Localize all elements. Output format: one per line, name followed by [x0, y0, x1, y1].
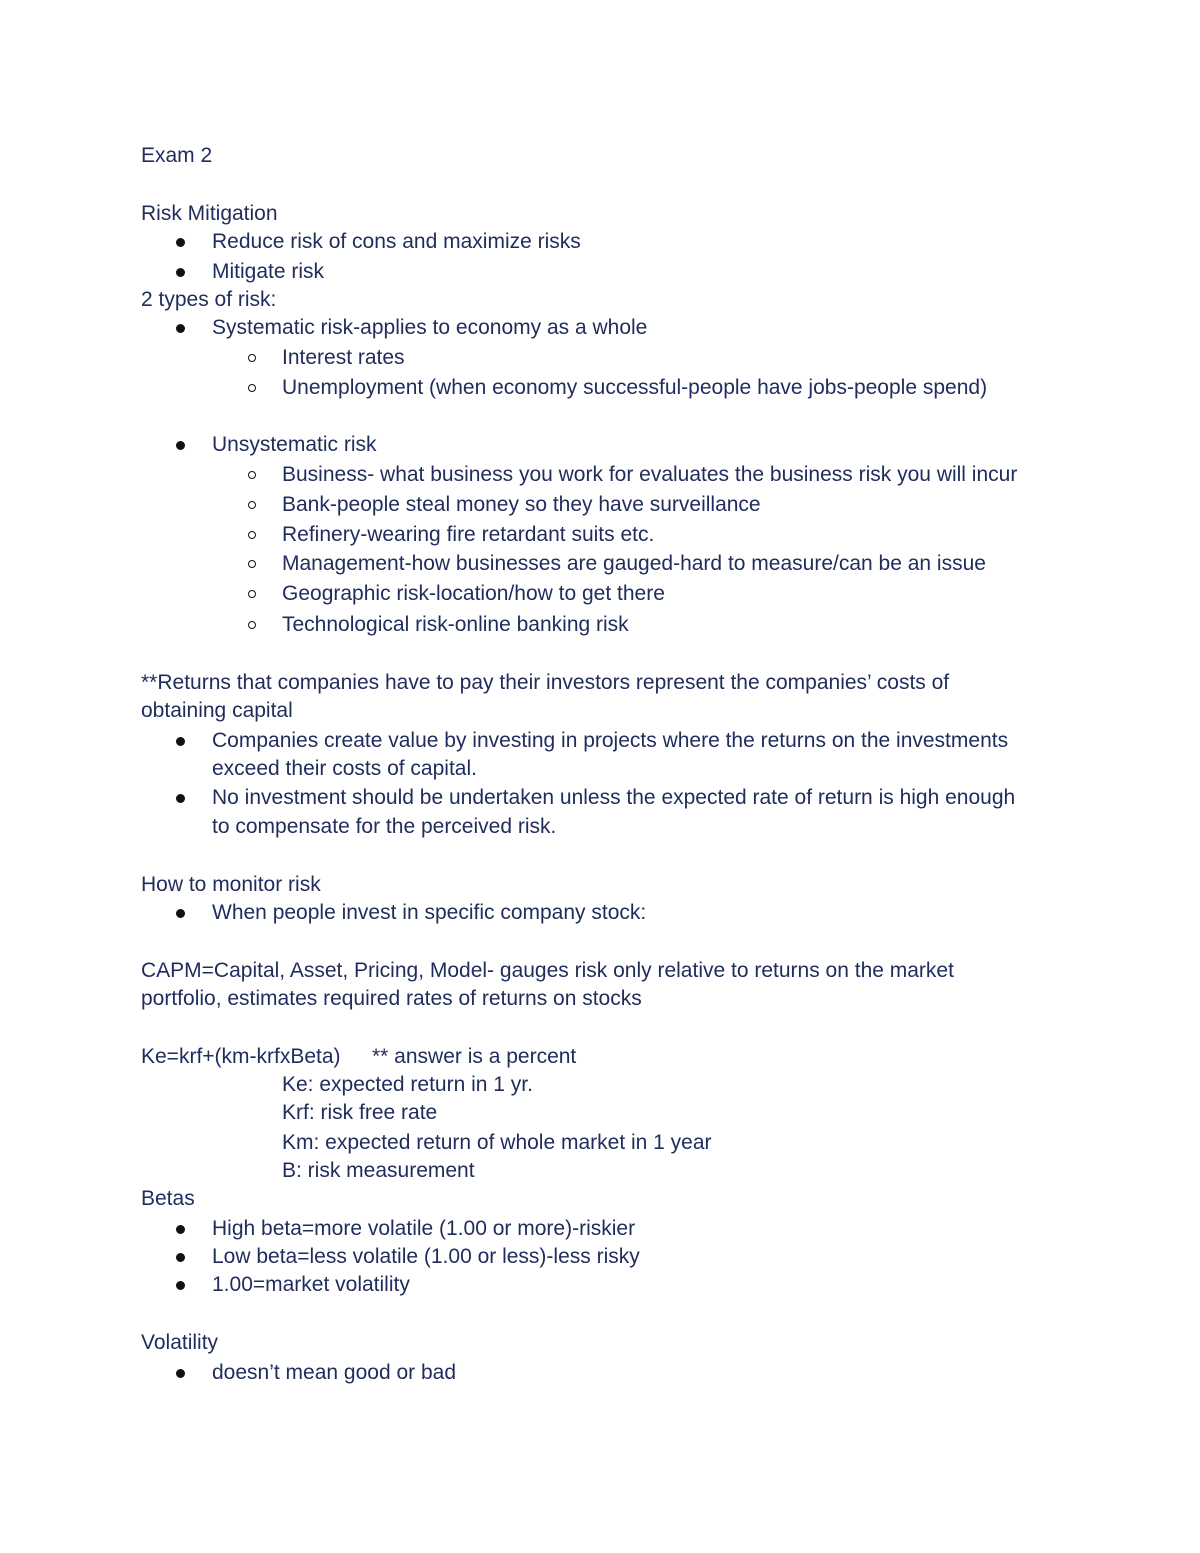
returns-note-line: obtaining capital: [141, 699, 293, 722]
bullet-icon: [176, 238, 185, 247]
list-subitem: Business- what business you work for evaluates the business risk you will incur: [282, 463, 1018, 486]
sub-bullet-icon: [248, 471, 256, 479]
formula-definition: Krf: risk free rate: [282, 1101, 438, 1124]
list-item: Low beta=less volatile (1.00 or less)-less risky: [212, 1245, 640, 1268]
bullet-icon: [176, 1369, 185, 1378]
formula-definition: B: risk measurement: [282, 1159, 475, 1182]
formula-definition: Ke: expected return in 1 yr.: [282, 1073, 533, 1096]
list-subitem: Unemployment (when economy successful-people have jobs-people spend): [282, 376, 988, 399]
document-title: Exam 2: [141, 144, 213, 167]
betas-heading: Betas: [141, 1187, 195, 1210]
list-subitem: Technological risk-online banking risk: [282, 613, 629, 636]
formula-note: ** answer is a percent: [372, 1045, 577, 1068]
bullet-icon: [176, 1253, 185, 1262]
list-item: Companies create value by investing in projects where the returns on the investments: [212, 729, 1009, 752]
list-item: Mitigate risk: [212, 260, 325, 283]
systematic-risk-label: Systematic risk-applies to economy as a whole: [212, 316, 648, 339]
unsystematic-risk-label: Unsystematic risk: [212, 433, 377, 456]
formula-definition: Km: expected return of whole market in 1 year: [282, 1131, 712, 1154]
sub-bullet-icon: [248, 501, 256, 509]
list-subitem: Bank-people steal money so they have surveillance: [282, 493, 761, 516]
bullet-icon: [176, 909, 185, 918]
bullet-icon: [176, 441, 185, 450]
bullet-icon: [176, 1225, 185, 1234]
list-item-continuation: to compensate for the perceived risk.: [212, 815, 557, 838]
list-item: Reduce risk of cons and maximize risks: [212, 230, 581, 253]
bullet-icon: [176, 268, 185, 277]
sub-bullet-icon: [248, 621, 256, 629]
returns-note-line: **Returns that companies have to pay their investors represent the companies’ costs of: [141, 671, 950, 694]
sub-bullet-icon: [248, 560, 256, 568]
sub-bullet-icon: [248, 384, 256, 392]
list-item: When people invest in specific company stock:: [212, 901, 647, 924]
bullet-icon: [176, 794, 185, 803]
list-item: No investment should be undertaken unless the expected rate of return is high enough: [212, 786, 1016, 809]
sub-bullet-icon: [248, 590, 256, 598]
bullet-icon: [176, 324, 185, 333]
bullet-icon: [176, 737, 185, 746]
list-subitem: Refinery-wearing fire retardant suits etc.: [282, 523, 655, 546]
list-subitem: Interest rates: [282, 346, 405, 369]
list-subitem: Management-how businesses are gauged-hard to measure/can be an issue: [282, 552, 986, 575]
capm-line: CAPM=Capital, Asset, Pricing, Model- gauges risk only relative to returns on the market: [141, 959, 954, 982]
types-of-risk-heading: 2 types of risk:: [141, 288, 277, 311]
list-subitem: Geographic risk-location/how to get there: [282, 582, 665, 605]
monitor-risk-heading: How to monitor risk: [141, 873, 321, 896]
risk-mitigation-heading: Risk Mitigation: [141, 202, 278, 225]
bullet-icon: [176, 1281, 185, 1290]
sub-bullet-icon: [248, 531, 256, 539]
capm-line: portfolio, estimates required rates of returns on stocks: [141, 987, 642, 1010]
sub-bullet-icon: [248, 354, 256, 362]
formula-equation: Ke=krf+(km-krfxBeta): [141, 1045, 341, 1068]
volatility-heading: Volatility: [141, 1331, 219, 1354]
list-item: doesn’t mean good or bad: [212, 1361, 457, 1384]
list-item: High beta=more volatile (1.00 or more)-riskier: [212, 1217, 636, 1240]
list-item-continuation: exceed their costs of capital.: [212, 757, 477, 780]
list-item: 1.00=market volatility: [212, 1273, 410, 1296]
